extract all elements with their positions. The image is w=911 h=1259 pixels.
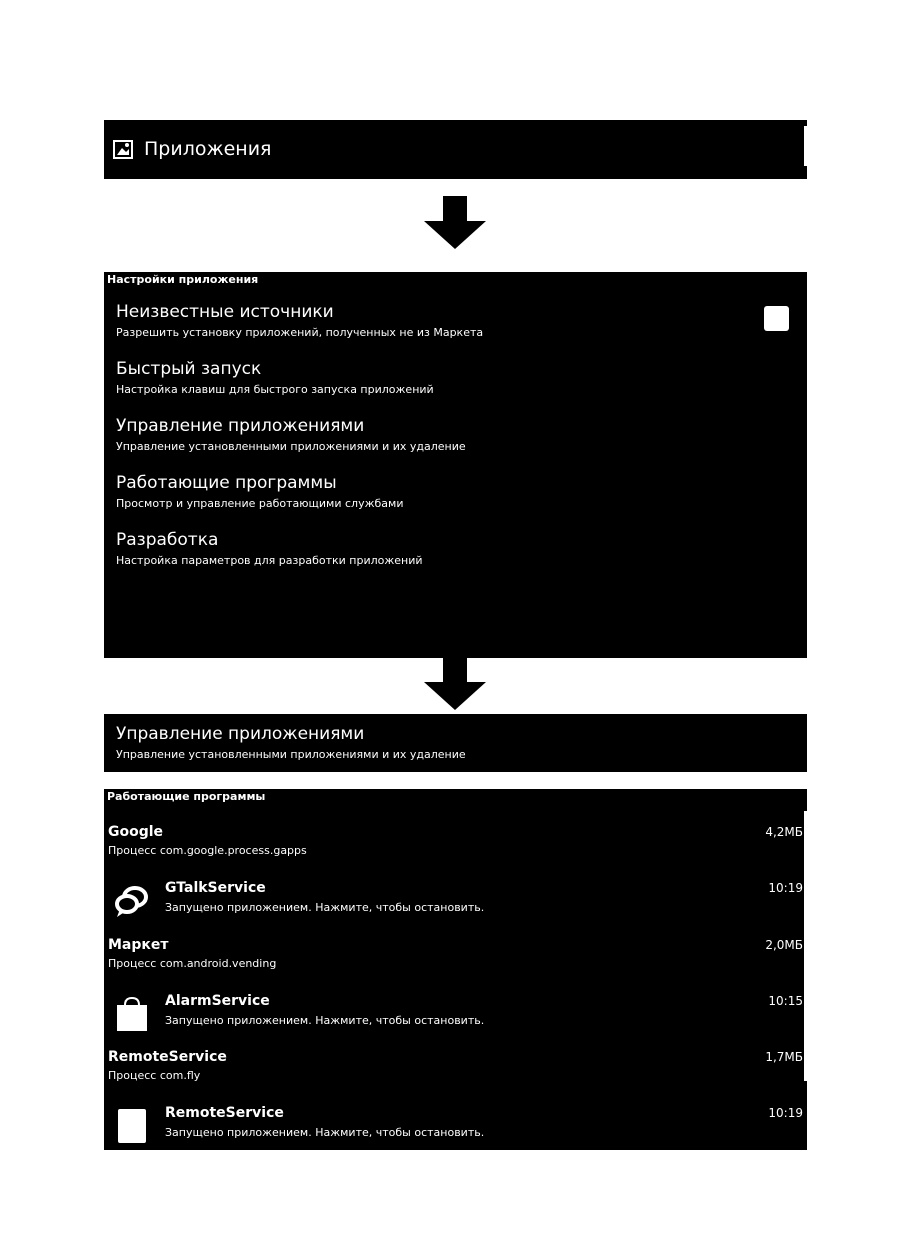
pref-summary: Настройка параметров для разработки приложений [116,554,423,567]
service-time: 10:15 [768,994,803,1008]
service-name: RemoteService [165,1105,284,1121]
scrollbar[interactable] [804,811,807,1081]
gtalk-icon [114,883,150,919]
process-id: Процесс com.fly [108,1069,201,1082]
service-time: 10:19 [768,1106,803,1120]
process-size: 4,2МБ [765,825,803,839]
process-name: Google [108,824,164,840]
service-name: AlarmService [165,993,270,1009]
process-name: RemoteService [108,1049,227,1065]
apps-icon [113,140,133,159]
panel-edge [804,126,807,166]
pref-title: Управление приложениями [116,724,365,744]
pref-summary: Настройка клавиш для быстрого запуска приложений [116,383,434,396]
service-desc: Запущено приложением. Нажмите, чтобы остановить. [165,1014,485,1027]
running-services-screen [104,789,807,1150]
section-header: Работающие программы [104,789,268,805]
applications-title: Приложения [144,138,272,160]
service-row[interactable] [114,879,803,925]
service-row[interactable] [114,1104,803,1150]
down-arrow-icon [424,658,486,710]
service-desc: Запущено приложением. Нажмите, чтобы остановить. [165,1126,485,1139]
service-name: GTalkService [165,880,266,896]
pref-summary: Управление установленными приложениями и их удаление [116,748,466,761]
pref-title: Работающие программы [116,473,337,493]
pref-title: Неизвестные источники [116,302,334,322]
market-bag-icon [114,996,150,1032]
pref-title: Быстрый запуск [116,359,262,379]
process-name: Маркет [108,937,169,953]
down-arrow-icon [424,196,486,249]
unknown-sources-checkbox[interactable] [764,306,789,331]
service-time: 10:19 [768,881,803,895]
pref-manage-applications[interactable] [116,415,466,455]
pref-summary: Просмотр и управление работающими службами [116,497,404,510]
pref-summary: Управление установленными приложениями и их удаление [116,440,466,453]
pref-summary: Разрешить установку приложений, полученных не из Маркета [116,326,484,339]
process-id: Процесс com.android.vending [108,957,277,970]
applications-menu-item[interactable] [104,120,807,179]
process-id: Процесс com.google.process.gapps [108,844,307,857]
pref-unknown-sources[interactable] [116,301,483,341]
process-size: 1,7МБ [765,1050,803,1064]
pref-running-services[interactable] [116,472,403,512]
default-app-icon [114,1108,150,1144]
pref-title: Разработка [116,530,219,550]
process-row[interactable] [108,823,803,858]
pref-title: Управление приложениями [116,416,365,436]
section-header: Настройки приложения [104,272,261,288]
pref-development[interactable] [116,529,423,569]
process-row[interactable] [108,936,803,971]
process-size: 2,0МБ [765,938,803,952]
application-settings-screen [104,272,807,658]
service-row[interactable] [114,992,803,1038]
process-row[interactable] [108,1048,803,1083]
service-desc: Запущено приложением. Нажмите, чтобы остановить. [165,901,485,914]
manage-applications-item[interactable] [104,714,807,772]
pref-quick-launch[interactable] [116,358,434,398]
